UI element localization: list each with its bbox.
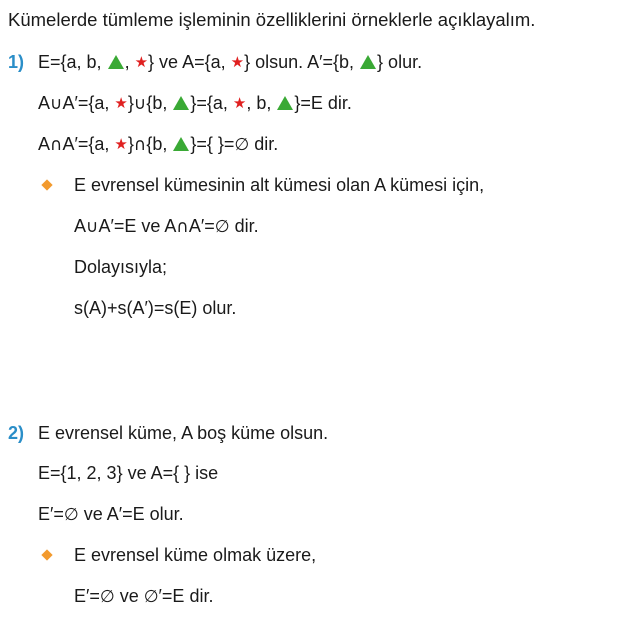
empty-set-symbol: ∅ <box>234 135 250 155</box>
example-1-bullet-line-1: E evrensel kümesinin alt kümesi olan A kümesi için, <box>74 175 485 195</box>
intersection-symbol: ∩ <box>50 135 63 155</box>
triangle-icon <box>360 55 376 69</box>
example-2-line-1: E evrensel küme, A boş küme olsun. <box>38 423 329 443</box>
example-2-number: 2) <box>8 423 25 443</box>
text: }={a, <box>190 93 233 113</box>
text: A′=E ve A <box>98 216 177 236</box>
union-symbol: ∪ <box>50 94 63 114</box>
text: , b, <box>246 93 277 113</box>
text: ve A′=E olur. <box>78 504 184 524</box>
text: } ve A={a, <box>148 52 231 72</box>
example-1-bullet-line-3: Dolayısıyla; <box>74 257 168 277</box>
example-1-line-2 <box>38 92 352 115</box>
star-icon: ★ <box>114 136 128 153</box>
example-2-bullet-line-1: E evrensel küme olmak üzere, <box>74 545 317 565</box>
text: {b, <box>146 93 173 113</box>
triangle-icon <box>173 137 189 151</box>
text: A <box>38 93 51 113</box>
example-1-line-3 <box>38 133 278 156</box>
triangle-icon <box>173 96 189 110</box>
text: }=E dir. <box>294 93 352 113</box>
text: , <box>124 52 135 72</box>
diamond-bullet-icon <box>41 549 52 560</box>
example-2-bullet-line-2 <box>74 585 213 608</box>
text: }={ }= <box>190 134 235 154</box>
star-icon: ★ <box>230 54 245 71</box>
text: } <box>127 134 134 154</box>
text: dir. <box>229 216 259 236</box>
empty-set-symbol: ∅ <box>214 217 230 237</box>
star-icon: ★ <box>114 95 128 112</box>
text: E′= <box>38 504 64 524</box>
example-1-line-1 <box>38 51 422 74</box>
text: } olsun. A′={b, <box>244 52 360 72</box>
text: E={a, b, <box>38 52 107 72</box>
text: E′= <box>74 586 100 606</box>
triangle-icon <box>108 55 124 69</box>
text: A <box>38 134 51 154</box>
triangle-icon <box>277 96 293 110</box>
union-symbol: ∪ <box>86 217 99 237</box>
text: } <box>127 93 134 113</box>
text: ′=E dir. <box>158 586 214 606</box>
union-symbol: ∪ <box>133 94 147 114</box>
page-title: Kümelerde tümleme işleminin özelliklerini örneklerle açıklayalım. <box>8 9 536 30</box>
text: ve <box>114 586 144 606</box>
text: dir. <box>249 134 279 154</box>
text: } olur. <box>377 52 423 72</box>
text: A′={a, <box>62 134 115 154</box>
star-icon: ★ <box>232 95 247 112</box>
text: {b, <box>146 134 173 154</box>
diamond-bullet-icon <box>41 179 52 190</box>
intersection-symbol: ∩ <box>176 217 189 237</box>
empty-set-symbol: ∅ <box>143 587 159 607</box>
example-2-line-3 <box>38 503 184 526</box>
empty-set-symbol: ∅ <box>63 505 79 525</box>
example-1-number: 1) <box>8 52 25 72</box>
empty-set-symbol: ∅ <box>99 587 115 607</box>
example-2-line-2: E={1, 2, 3} ve A={ } ise <box>38 463 219 483</box>
text: A′={a, <box>62 93 115 113</box>
example-1-bullet-line-2 <box>74 215 259 238</box>
text: A <box>74 216 87 236</box>
star-icon: ★ <box>134 54 149 71</box>
intersection-symbol: ∩ <box>133 135 147 155</box>
text: A′= <box>188 216 215 236</box>
example-1-bullet-line-4: s(A)+s(A′)=s(E) olur. <box>74 298 237 318</box>
